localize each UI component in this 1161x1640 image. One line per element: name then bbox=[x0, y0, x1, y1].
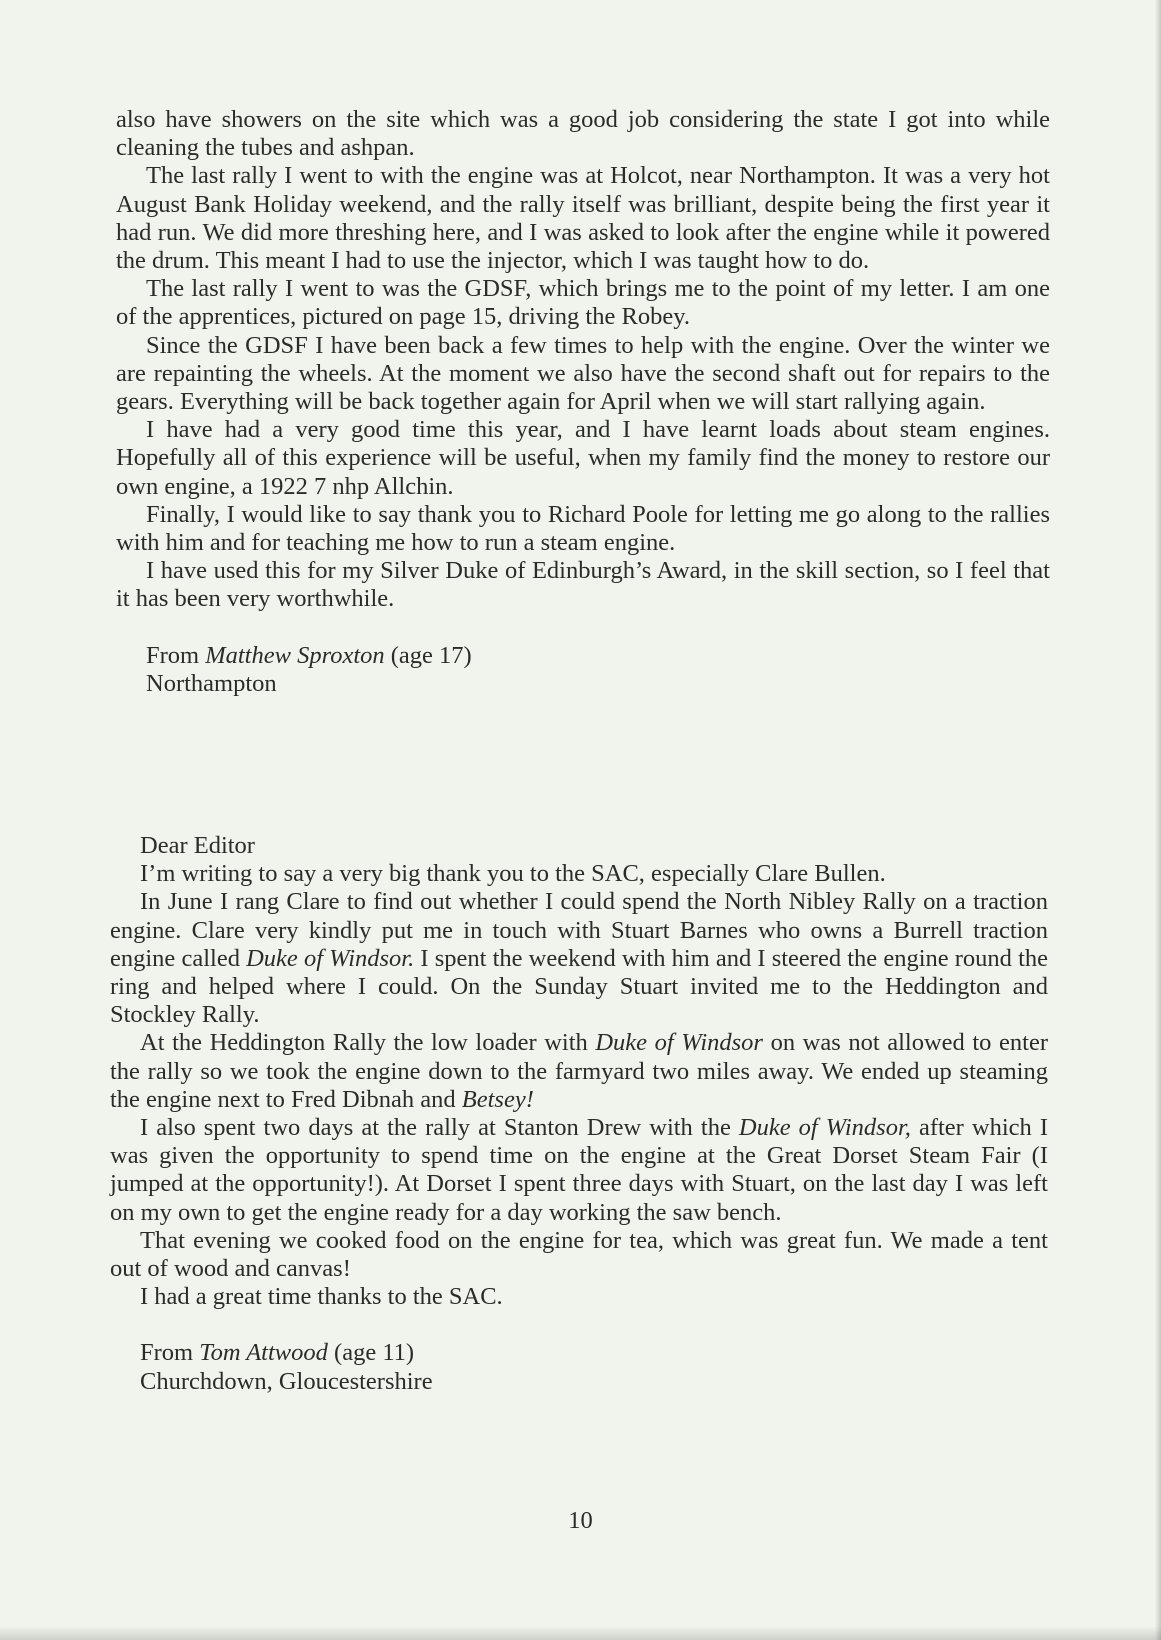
paragraph bbox=[110, 1114, 1048, 1227]
paragraph bbox=[110, 1029, 1048, 1114]
paragraph: I had a great time thanks to the SAC. bbox=[140, 1283, 503, 1311]
engine-name: Betsey! bbox=[461, 1085, 534, 1113]
page-bottom-shadow bbox=[0, 1626, 1161, 1640]
engine-name: Duke of Windsor. bbox=[246, 944, 415, 972]
text: I spent the weekend with him and I steered the engine round the ring and helped where I could. On the Sunday Stuart invited me to the Heddington and Stockley Rally. bbox=[110, 944, 1049, 1029]
engine-name: Duke of Windsor bbox=[595, 1029, 763, 1057]
letter-2 bbox=[110, 832, 1048, 1396]
author-age: (age 11) bbox=[334, 1339, 415, 1367]
text: At the Heddington Rally the low loader with bbox=[140, 1029, 588, 1057]
paragraph: The last rally I went to with the engine was at Holcot, near Northampton. It was a very hot August Bank Holiday weekend, and the rally itself was brilliant, despite being the first year it had run. We did more threshing here, and I was asked to look after the engine while it powered the drum. This meant I had to use the injector, which I was taught how to do. bbox=[116, 162, 1050, 275]
author-name: Matthew Sproxton bbox=[205, 641, 385, 669]
paragraph: Since the GDSF I have been back a few times to help with the engine. Over the winter we are repainting the wheels. At the moment we also have the second shaft out for repairs to the gears. Everything will be back together again for April when we will start rallying again. bbox=[116, 331, 1050, 416]
author-name: Tom Attwood bbox=[199, 1339, 328, 1367]
text: In June I rang Clare to find out whether I could spend the North Nibley Rally on a traction engine. Clare very kindly put me in touch with Stuart Barnes who owns a Burrell traction engine called bbox=[110, 888, 1048, 972]
paragraph bbox=[110, 888, 1048, 1029]
author-location: Northampton bbox=[146, 669, 277, 697]
signature-line bbox=[110, 1339, 1048, 1367]
text: on was not allowed to enter the rally so we took the engine down to the farmyard two miles away. We ended up steaming the engine next to Fred Dibnah and bbox=[110, 1029, 1048, 1113]
author-age: (age 17) bbox=[390, 641, 472, 669]
page-edge-shadow bbox=[1155, 0, 1161, 1640]
paragraph: I have used this for my Silver Duke of Edinburgh’s Award, in the skill section, so I feel that it has been very worthwhile. bbox=[116, 557, 1050, 613]
paragraph: Finally, I would like to say thank you to Richard Poole for letting me go along to the rallies with him and for teaching me how to run a steam engine. bbox=[116, 500, 1050, 557]
paragraph: also have showers on the site which was a good job considering the state I got into while cleaning the tubes and ashpan. bbox=[116, 106, 1050, 162]
letter-1 bbox=[116, 106, 1050, 698]
from-label: From bbox=[146, 641, 200, 669]
signature-line bbox=[116, 642, 1050, 670]
text: I also spent two days at the rally at Stanton Drew with the bbox=[140, 1114, 731, 1142]
engine-name: Duke of Windsor, bbox=[738, 1114, 911, 1142]
page-number: 10 bbox=[568, 1507, 593, 1534]
from-label: From bbox=[140, 1339, 194, 1367]
paragraph: That evening we cooked food on the engine for tea, which was great fun. We made a tent out of wood and canvas! bbox=[110, 1226, 1048, 1283]
author-location: Churchdown, Gloucestershire bbox=[140, 1367, 433, 1395]
paragraph: The last rally I went to was the GDSF, which brings me to the point of my letter. I am one of the apprentices, pictured on page 15, driving the Robey. bbox=[116, 275, 1050, 331]
paragraph: I’m writing to say a very big thank you to the SAC, especially Clare Bullen. bbox=[140, 860, 886, 888]
salutation: Dear Editor bbox=[140, 832, 255, 859]
text: after which I was given the opportunity to spend time on the engine at the Great Dorset Steam Fair (I jumped at the opportunity!). At Dorset I spent three days with Stuart, on the last day I was left on my own to get the engine ready for a day working the saw bench. bbox=[110, 1114, 1049, 1226]
paragraph: I have had a very good time this year, and I have learnt loads about steam engines. Hopefully all of this experience will be useful, when my family find the money to restore our own engine, a 1922 7 nhp Allchin. bbox=[116, 416, 1050, 500]
